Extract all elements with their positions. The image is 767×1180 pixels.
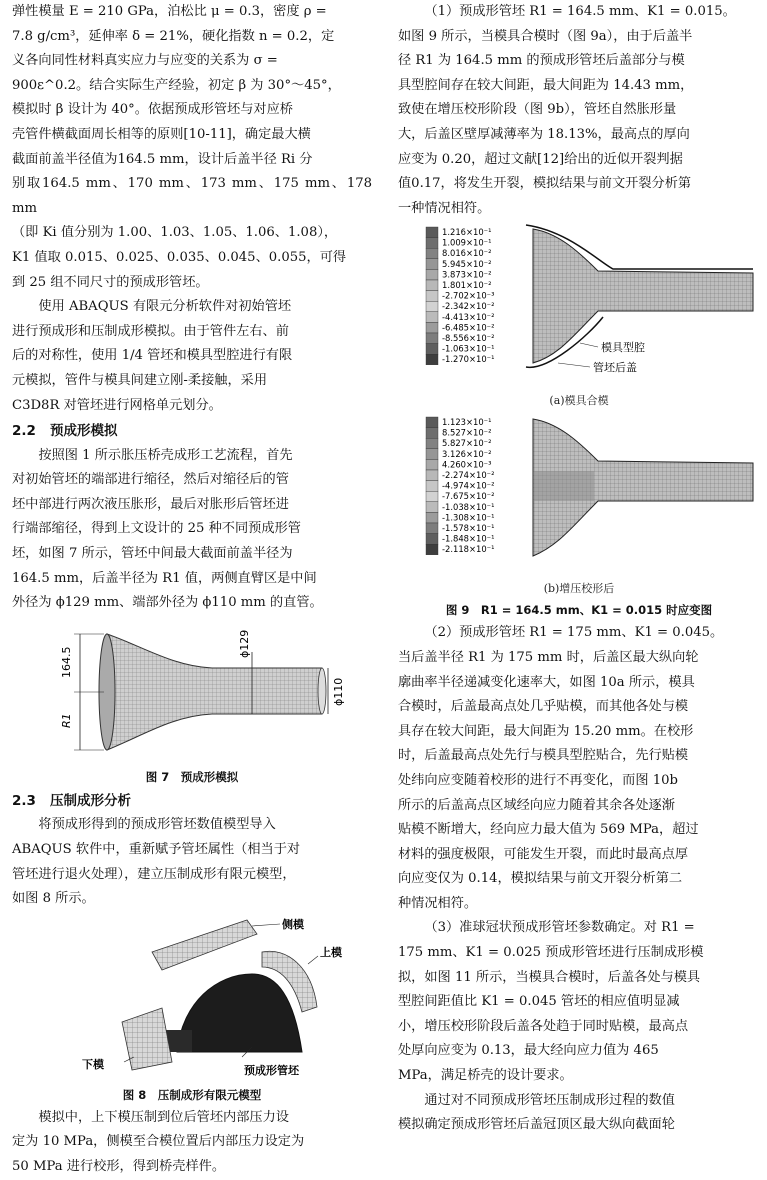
- left-para-4: [12, 813, 372, 911]
- text-line: 定为 10 MPa，侧模至合模位置后内部压力设定为: [12, 1134, 305, 1150]
- section-heading-2-2: [12, 419, 372, 444]
- text-line: 对初始管坯的端部进行缩径，然后对缩径后的管: [12, 472, 289, 488]
- text-line: 向应变仅为 0.14，模拟结果与前文开裂分析第二: [398, 871, 683, 887]
- text-line: 元模拟，管件与模具间建立刚-柔接触，采用: [12, 372, 268, 388]
- section-heading-2-3: [12, 789, 372, 814]
- dim-label-r1: R1: [60, 713, 73, 728]
- text-line: 模拟确定预成形管坯后盖冠顶区最大纵向截面轮: [398, 1117, 675, 1133]
- text-line: 弹性模量 E = 210 GPa，泊松比 μ = 0.3，密度 ρ =: [12, 4, 327, 19]
- legend-swatch: [426, 460, 438, 471]
- dim-label-1645: 164.5: [60, 646, 73, 678]
- section-title: 压制成形分析: [50, 792, 131, 809]
- text-line: 廓曲率半径递减变化速率大，如图 10a 所示，模具: [398, 674, 695, 690]
- text-line: 时，后盖最高点处先行与模具型腔贴合，先行贴模: [398, 748, 689, 764]
- text-line: 处纬向应变随着校形的进行不再变化，而图 10b: [398, 772, 678, 788]
- legend-label: -1.063×10⁻¹: [442, 343, 495, 354]
- text-line: 坯，如图 7 所示，管坯中间最大截面前盖半径为: [12, 546, 293, 562]
- legend-label: -8.556×10⁻²: [442, 333, 495, 344]
- text-line: 如图 9 所示，当模具合模时（图 9a），由于后盖半: [398, 28, 693, 44]
- right-para-3: [398, 916, 760, 1088]
- legend-swatch: [426, 323, 438, 334]
- label-die-cavity: 模具型腔: [601, 341, 645, 355]
- text-line: 50 MPa 进行校形，得到桥壳样件。: [12, 1159, 226, 1174]
- figure-9a-subcaption: (a)模具合模: [549, 394, 609, 408]
- legend-swatch: [426, 344, 438, 355]
- text-line: 义各向同性材料真实应力与应变的关系为 σ =: [12, 53, 278, 69]
- text-line: 将预成形得到的预成形管坯数值模型导入: [38, 817, 276, 833]
- legend-swatch: [426, 523, 438, 534]
- text-line: 具型腔间存在较大间距，最大间距为 14.43 mm，: [398, 77, 694, 93]
- figure-8: [12, 912, 372, 1084]
- legend-swatch: [426, 470, 438, 481]
- text-line: ABAQUS 软件中，重新赋予管坯属性（相当于对: [12, 842, 301, 858]
- legend-swatch: [426, 355, 438, 366]
- legend-swatch: [426, 302, 438, 313]
- figure-9b: [398, 411, 760, 579]
- legend-swatch: [426, 291, 438, 302]
- text-line: 具存在较大间距，最大间距为 15.20 mm。在校形: [398, 723, 694, 739]
- text-line: 如图 8 所示。: [12, 891, 95, 907]
- figure-9a: [398, 221, 760, 391]
- text-line: 模拟时 β 设计为 40°。依据预成形管坯与对应桥: [12, 102, 293, 118]
- text-line: 164.5 mm，后盖半径为 R1 值，两侧直臂区是中间: [12, 570, 317, 586]
- legend-swatch: [426, 417, 438, 428]
- legend-swatch: [426, 439, 438, 450]
- legend-label: -1.270×10⁻¹: [442, 354, 495, 365]
- text-line: 当后盖半径 R1 为 175 mm 时，后盖区最大纵向轮: [398, 649, 699, 665]
- figure-7-drawing: [12, 616, 372, 766]
- text-line: 致使在增压校形阶段（图 9b），管坯自然胀形量: [398, 102, 677, 118]
- label-side-die: 侧模: [282, 917, 304, 931]
- text-line: 按照图 1 所示胀压桥壳成形工艺流程，首先: [38, 447, 293, 463]
- text-line: C3D8R 对管坯进行网格单元划分。: [12, 397, 222, 413]
- legend-label: 5.827×10⁻²: [442, 438, 492, 449]
- legend-swatch: [426, 312, 438, 323]
- text-line: 175 mm、K1 = 0.025 预成形管坯进行压制成形模: [398, 945, 704, 961]
- legend-swatch: [426, 502, 438, 513]
- text-line: 后的对称性，使用 1/4 管坯和模具型腔进行有限: [12, 348, 293, 364]
- text-line: 合模时，后盖最高点处几乎贴模，而其他各处与模: [398, 699, 689, 715]
- left-para-2: [12, 295, 372, 418]
- figure-7: [12, 616, 372, 766]
- legend-swatch: [426, 534, 438, 545]
- text-line: 行端部缩径，得到上文设计的 25 种不同预成形管: [12, 521, 301, 537]
- legend-label: -4.413×10⁻²: [442, 312, 495, 323]
- legend-a: [426, 227, 494, 365]
- legend-label: 1.216×10⁻¹: [442, 227, 492, 238]
- text-line: 别取164.5 mm、170 mm、173 mm、175 mm、178 mm: [12, 176, 372, 216]
- text-line: 900ε^0.2。结合实际生产经验，初定 β 为 30°～45°，: [12, 77, 341, 93]
- legend-label: 5.945×10⁻²: [442, 259, 492, 270]
- label-upper-die: 上模: [320, 945, 342, 959]
- section-number: 2.2: [12, 423, 36, 440]
- dim-label-phi129: ϕ129: [238, 629, 251, 658]
- section-title: 预成形模拟: [50, 423, 118, 440]
- legend-label: -2.274×10⁻²: [442, 470, 495, 481]
- text-line: 一种情况相符。: [398, 200, 491, 216]
- legend-label: -2.118×10⁻¹: [442, 544, 495, 555]
- text-line: 坯中部进行两次液压胀形，最后对胀形后管坯进: [12, 496, 289, 512]
- legend-label: 1.009×10⁻¹: [442, 237, 492, 248]
- section-number: 2.3: [12, 792, 36, 809]
- text-line: 壳管件横截面周长相等的原则[10-11]，确定最大横: [12, 126, 311, 142]
- text-line: 种情况相符。: [398, 895, 478, 911]
- right-column: [398, 0, 760, 1138]
- text-line: K1 值取 0.015、0.025、0.035、0.045、0.055，可得: [12, 249, 347, 265]
- legend-label: -1.038×10⁻¹: [442, 502, 495, 513]
- label-preform-tube: 预成形管坯: [244, 1063, 299, 1077]
- legend-swatch: [426, 270, 438, 281]
- text-line: 截面前盖半径值为164.5 mm，设计后盖半径 Ri 分: [12, 151, 313, 167]
- legend-swatch: [426, 449, 438, 460]
- legend-swatch: [426, 545, 438, 556]
- legend-label: 8.016×10⁻²: [442, 248, 492, 259]
- figure-9a-drawing: [398, 221, 760, 391]
- text-line: 型腔间距值比 K1 = 0.045 管坯的相应值明显减: [398, 994, 680, 1010]
- figure-8-drawing: [12, 912, 372, 1084]
- legend-label: 8.527×10⁻²: [442, 427, 492, 438]
- legend-label: 4.260×10⁻³: [442, 459, 492, 470]
- legend-swatch: [426, 428, 438, 439]
- text-line: 材料的强度极限，可能发生开裂，而此时最高点厚: [398, 846, 689, 862]
- text-line: 贴模不断增大，经向应力最大值为 569 MPa，超过: [398, 822, 699, 838]
- text-line: 通过对不同预成形管坯压制成形过程的数值: [424, 1092, 675, 1108]
- right-para-4: [398, 1089, 760, 1138]
- right-para-1: [398, 0, 760, 221]
- text-line: 使用 ABAQUS 有限元分析软件对初始管坯: [38, 299, 292, 315]
- legend-label: -7.675×10⁻²: [442, 491, 495, 502]
- legend-label: -1.578×10⁻¹: [442, 523, 495, 534]
- legend-b: [426, 417, 494, 555]
- figure-7-caption: 图 7 预成形模拟: [145, 769, 239, 784]
- legend-label: -2.702×10⁻³: [442, 290, 495, 301]
- text-line: 小，增压校形阶段后盖各处趋于同时贴模，最高点: [398, 1018, 689, 1034]
- left-para-5: [12, 1106, 372, 1180]
- text-line: 径 R1 为 164.5 mm 的预成形管坯后盖部分与模: [398, 53, 685, 69]
- text-line: （即 Ki 值分别为 1.00、1.03、1.05、1.06、1.08），: [12, 225, 338, 241]
- text-line: 所示的后盖高点区域经向应力随着其余各处逐渐: [398, 797, 675, 813]
- legend-label: 3.126×10⁻²: [442, 449, 492, 460]
- label-tube-cover: 管坯后盖: [593, 361, 637, 375]
- legend-label: 1.801×10⁻²: [442, 280, 492, 291]
- figure-9b-drawing: [398, 411, 760, 579]
- left-para-3: [12, 444, 372, 616]
- legend-swatch: [426, 280, 438, 291]
- text-line: （2）预成形管坯 R1 = 175 mm、K1 = 0.045。: [424, 625, 724, 641]
- legend-label: -1.848×10⁻¹: [442, 533, 495, 544]
- text-line: 管坯进行退火处理），建立压制成形有限元模型，: [12, 866, 296, 882]
- legend-label: -4.974×10⁻²: [442, 480, 495, 491]
- text-line: 外径为 ϕ129 mm、端部外径为 ϕ110 mm 的直管。: [12, 595, 323, 611]
- legend-swatch: [426, 259, 438, 270]
- text-line: 到 25 组不同尺寸的预成形管坯。: [12, 274, 209, 290]
- legend-swatch: [426, 249, 438, 260]
- legend-swatch: [426, 481, 438, 492]
- right-para-2: [398, 621, 760, 916]
- left-para-1: [12, 0, 372, 295]
- legend-swatch: [426, 227, 438, 238]
- figure-9b-subcaption: (b)增压校形后: [543, 582, 615, 596]
- text-line: 处厚向应变为 0.13，最大经向应力值为 465: [398, 1043, 659, 1059]
- legend-swatch: [426, 513, 438, 524]
- text-line: 进行预成形和压制成形模拟。由于管件左右、前: [12, 323, 289, 339]
- legend-label: -6.485×10⁻²: [442, 322, 495, 333]
- text-line: 拟，如图 11 所示，当模具合模时，后盖各处与模具: [398, 969, 701, 985]
- legend-swatch: [426, 238, 438, 249]
- text-line: 大，后盖区壁厚减薄率为 18.13%，最高点的厚向: [398, 126, 690, 142]
- text-line: 值0.17，将发生开裂，模拟结果与前文开裂分析第: [398, 176, 692, 192]
- figure-8-caption: 图 8 压制成形有限元模型: [122, 1087, 262, 1102]
- legend-swatch: [426, 333, 438, 344]
- text-line: （3）准球冠状预成形管坯参数确定。对 R1 =: [424, 920, 695, 936]
- dim-label-phi110: ϕ110: [332, 677, 345, 706]
- legend-label: 3.873×10⁻²: [442, 269, 492, 280]
- left-column: [12, 0, 372, 1180]
- label-lower-die: 下模: [82, 1057, 104, 1071]
- text-line: 应变为 0.20，超过文献[12]给出的近似开裂判据: [398, 151, 683, 167]
- legend-label: -2.342×10⁻²: [442, 301, 495, 312]
- text-line: （1）预成形管坯 R1 = 164.5 mm、K1 = 0.015。: [424, 4, 736, 19]
- legend-label: 1.123×10⁻¹: [442, 417, 492, 428]
- figure-9-caption: 图 9 R1 = 164.5 mm、K1 = 0.015 时应变图: [445, 603, 713, 618]
- legend-swatch: [426, 492, 438, 503]
- text-line: MPa，满足桥壳的设计要求。: [398, 1068, 573, 1084]
- legend-label: -1.308×10⁻¹: [442, 512, 495, 523]
- text-line: 7.8 g/cm³，延伸率 δ = 21%，硬化指数 n = 0.2，定: [12, 28, 335, 44]
- text-line: 模拟中，上下模压制到位后管坯内部压力设: [38, 1109, 289, 1125]
